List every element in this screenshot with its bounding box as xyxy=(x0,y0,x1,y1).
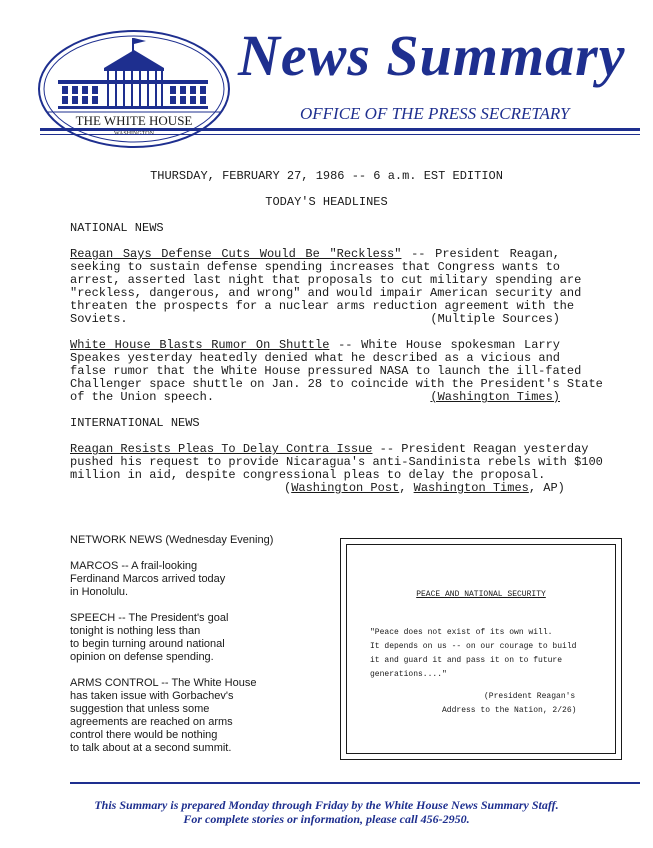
source-washington-times: Washington Times xyxy=(413,481,529,495)
national-story1-last-line: Soviets. xyxy=(70,312,128,326)
source-washington-post: Washington Post xyxy=(291,481,400,495)
national-story2-line: Challenger space shuttle on Jan. 28 to coincide with the President's State xyxy=(70,377,603,391)
quote-attribution: (President Reagan's xyxy=(484,692,576,701)
network-item-line: SPEECH -- The President's goal xyxy=(70,612,229,624)
national-story2-line: false rumor that the White House pressured NASA to launch the ill-fated xyxy=(70,364,582,378)
national-story2-line: Speakes yesterday heatedly denied what he described as a vicious and xyxy=(70,351,560,365)
quote-attribution: Address to the Nation, 2/26) xyxy=(442,706,577,715)
national-story1-line: "reckless, dangerous, and wrong" and would impair American security and xyxy=(70,286,582,300)
national-story1-headline: Reagan Says Defense Cuts Would Be "Reckless" xyxy=(70,247,402,261)
network-item-line: opinion on defense spending. xyxy=(70,651,214,663)
quote-line: generations...." xyxy=(370,670,447,679)
footer-rule xyxy=(70,782,640,784)
headlines-title: TODAY'S HEADLINES xyxy=(265,195,388,209)
network-item-line: Ferdinand Marcos arrived today xyxy=(70,573,226,585)
network-item-line: to talk about at a second summit. xyxy=(70,742,232,754)
network-item-line: in Honolulu. xyxy=(70,586,129,598)
national-story2-headline: White House Blasts Rumor On Shuttle xyxy=(70,338,330,352)
international-story1-lead: -- President Reagan yesterday xyxy=(372,442,589,456)
header-rule-thin xyxy=(40,134,640,135)
source-paren-close: , AP) xyxy=(528,481,565,495)
network-item-line: has taken issue with Gorbachev's xyxy=(70,690,234,702)
network-item-line: tonight is nothing less than xyxy=(70,625,201,637)
source-separator: , xyxy=(399,481,414,495)
national-story1-line: seeking to sustain defense spending increases that Congress wants to xyxy=(70,260,560,274)
national-story2-last-line: of the Union speech. xyxy=(70,390,215,404)
source-paren-open: ( xyxy=(284,481,292,495)
international-story1-line: pushed his request to provide Nicaragua's anti-Sandinista rebels with $100 xyxy=(70,455,603,469)
page-title: News Summary xyxy=(238,23,626,88)
international-story1-last-line: million in aid, despite congressional pleas to delay the proposal. xyxy=(70,468,546,482)
page-subtitle: OFFICE OF THE PRESS SECRETARY xyxy=(300,104,570,123)
quote-heading: PEACE AND NATIONAL SECURITY xyxy=(416,590,546,599)
national-story1-lead: -- President Reagan, xyxy=(401,247,560,261)
white-house-seal xyxy=(36,28,232,150)
network-item-line: suggestion that unless some xyxy=(70,703,210,715)
national-story2-source: (Washington Times) xyxy=(430,390,560,404)
quote-line: It depends on us -- on our courage to build xyxy=(370,642,577,651)
network-item-line: control there would be nothing xyxy=(70,729,218,741)
national-story1-line: arrest, asserted last night that proposals to cut military spending are xyxy=(70,273,582,287)
network-item-line: to begin turning around national xyxy=(70,638,225,650)
footer-line: For complete stories or information, please call 456-2950. xyxy=(183,812,470,826)
national-story2-lead: -- White House spokesman Larry xyxy=(329,338,560,352)
network-item-line: agreements are reached on arms xyxy=(70,716,233,728)
national-heading: NATIONAL NEWS xyxy=(70,221,164,235)
national-story1-source: (Multiple Sources) xyxy=(430,312,560,326)
header-rule-thick xyxy=(40,128,640,131)
network-item-line: ARMS CONTROL -- The White House xyxy=(70,677,257,689)
international-story1-headline: Reagan Resists Pleas To Delay Contra Issue xyxy=(70,442,373,456)
quote-line: it and guard it and pass it on to future xyxy=(370,656,563,665)
international-story1-source xyxy=(284,482,565,495)
quote-line: "Peace does not exist of its own will. xyxy=(370,628,553,637)
international-heading: INTERNATIONAL NEWS xyxy=(70,416,200,430)
dateline: THURSDAY, FEBRUARY 27, 1986 -- 6 a.m. EST EDITION xyxy=(150,169,503,183)
national-story1-line: threaten the prospects for a nuclear arms reduction agreement with the xyxy=(70,299,575,313)
seal-text: THE WHITE HOUSE xyxy=(75,113,193,128)
footer-line: This Summary is prepared Monday through Friday by the White House News Summary Staff. xyxy=(94,798,559,812)
network-item-line: MARCOS -- A frail-looking xyxy=(70,560,198,572)
network-heading: NETWORK NEWS (Wednesday Evening) xyxy=(70,534,274,546)
